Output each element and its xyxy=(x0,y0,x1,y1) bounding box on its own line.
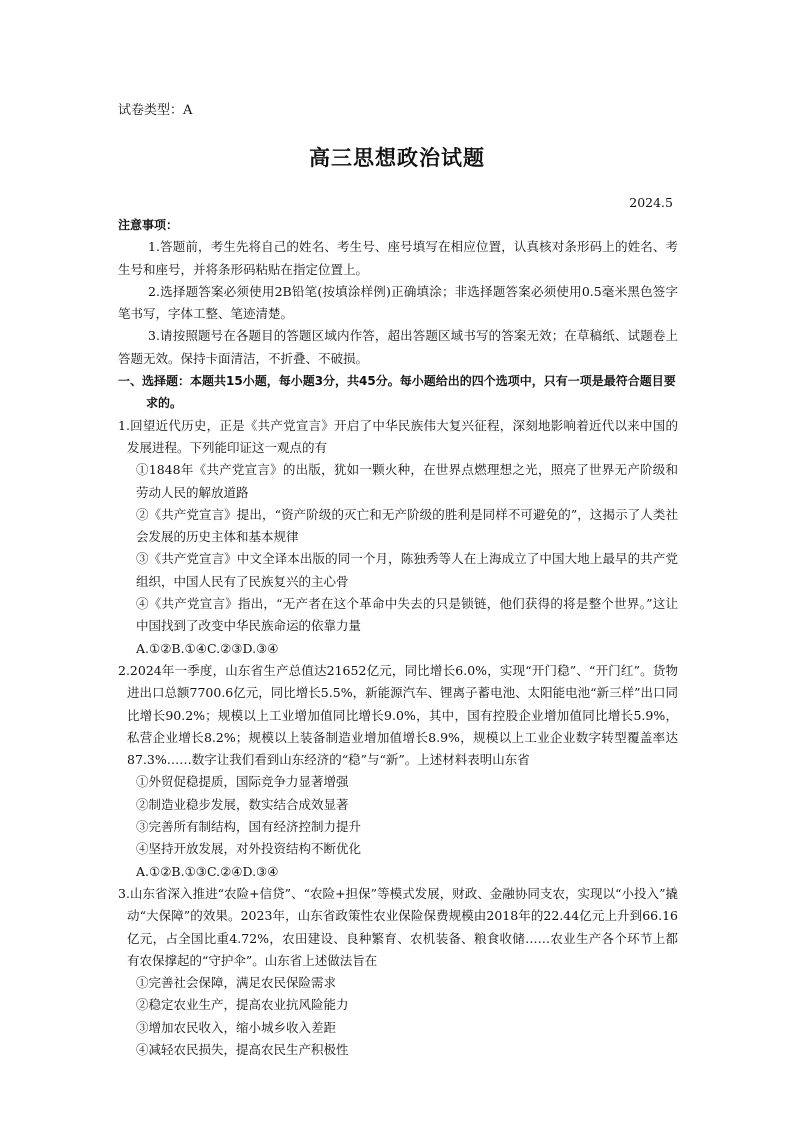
question-option: ③增加农民收入，缩小城乡收入差距 xyxy=(136,1019,337,1035)
exam-date: 2024.5 xyxy=(629,195,673,210)
question-option: ④《共产党宣言》指出，“无产者在这个革命中失去的只是锁链，他们获得的将是整个世界。”这让中国找到了改变中华民族命运的依靠力量 xyxy=(136,596,678,634)
notes-heading: 注意事项： xyxy=(118,218,179,232)
question-option: ②《共产党宣言》提出，“资产阶级的灭亡和无产阶级的胜利是同样不可避免的”，这揭示了人类社会发展的历史主体和基本规律 xyxy=(136,506,678,545)
question-stem: 3.山东省深入推进“农险+信贷”、“农险+担保”等模式发展，财政、金融协同支农，实现以“小投入”撬动“大保障”的效果。2023年，山东省政策性农业保险保费规模由2018年的22.44亿元上升到66.16亿元，占全国比重4.72%，农田建设、良种繁育、农机装备、粮食收储……农业生产各个环节上都有农保撑起的“守护伞”。山东省上述做法旨在 xyxy=(118,885,678,968)
question-option: ④坚持开放发展，对外投资结构不断优化 xyxy=(136,841,362,857)
question-option: ③完善所有制结构，国有经济控制力提升 xyxy=(136,819,362,835)
question-option: ③《共产党宣言》中文全译本出版的同一个月，陈独秀等人在上海成立了中国大地上最早的共产党组织，中国人民有了民族复兴的主心骨 xyxy=(136,551,678,589)
note-item: 2.选择题答案必须使用2B铅笔(按填涂样例)正确填涂；非选择题答案必须使用0.5毫米黑色签字笔书写，字体工整、笔迹清楚。 xyxy=(118,283,678,322)
question-2 xyxy=(118,660,678,883)
question-3 xyxy=(118,883,678,1061)
question-stem: 2.2024年一季度，山东省生产总值达21652亿元，同比增长6.0%，实现“开门稳”、“开门红”。货物进出口总额7700.6亿元，同比增长5.5%，新能源汽车、锂离子蓄电池、太阳能电池“新三样”出口同比增长90.2%；规模以上工业增加值同比增长9.0%，其中，国有控股企业增加值同比增长5.9%，私营企业增长8.2%；规模以上装备制造业增加值增长8.9%，规模以上工业企业数字转型覆盖率达87.3%……数字让我们看到山东经济的“稳”与“新”。上述材料表明山东省 xyxy=(118,662,678,768)
question-option: ①完善社会保障，满足农民保险需求 xyxy=(136,975,337,991)
question-option: ②稳定农业生产，提高农业抗风险能力 xyxy=(136,997,349,1013)
page-title: 高三思想政治试题 xyxy=(309,146,485,170)
exam-type-label: 试卷类型：A xyxy=(118,103,193,118)
answer-choices: A.①②B.①④C.②③D.③④ xyxy=(136,640,279,656)
question-option: ①外贸促稳提质，国际竞争力显著增强 xyxy=(136,774,349,790)
question-option: ④减轻农民损失，提高农民生产积极性 xyxy=(136,1041,349,1057)
note-item: 1.答题前，考生先将自己的姓名、考生号、座号填写在相应位置，认真核对条形码上的姓名、考生号和座号，并将条形码粘贴在指定位置上。 xyxy=(118,239,678,277)
exam-content xyxy=(118,214,678,1061)
note-item: 3.请按照题号在各题目的答题区域内作答，超出答题区域书写的答案无效；在草稿纸、试题卷上答题无效。保持卡面清洁，不折叠、不破损。 xyxy=(118,328,678,366)
question-1 xyxy=(118,415,678,660)
question-option: ②制造业稳步发展，数实结合成效显著 xyxy=(136,796,349,812)
section-heading: 一、选择题：本题共15小题，每小题3分，共45分。每小题给出的四个选项中，只有一项是最符合题目要求的。 xyxy=(118,374,676,411)
question-stem: 1.回望近代历史，正是《共产党宣言》开启了中华民族伟大复兴征程，深刻地影响着近代以来中国的发展进程。下列能印证这一观点的有 xyxy=(118,417,678,455)
question-option: ①1848年《共产党宣言》的出版，犹如一颗火种，在世界点燃理想之光，照亮了世界无产阶级和劳动人民的解放道路 xyxy=(136,462,678,500)
answer-choices: A.①②B.①③C.②④D.③④ xyxy=(136,863,279,879)
